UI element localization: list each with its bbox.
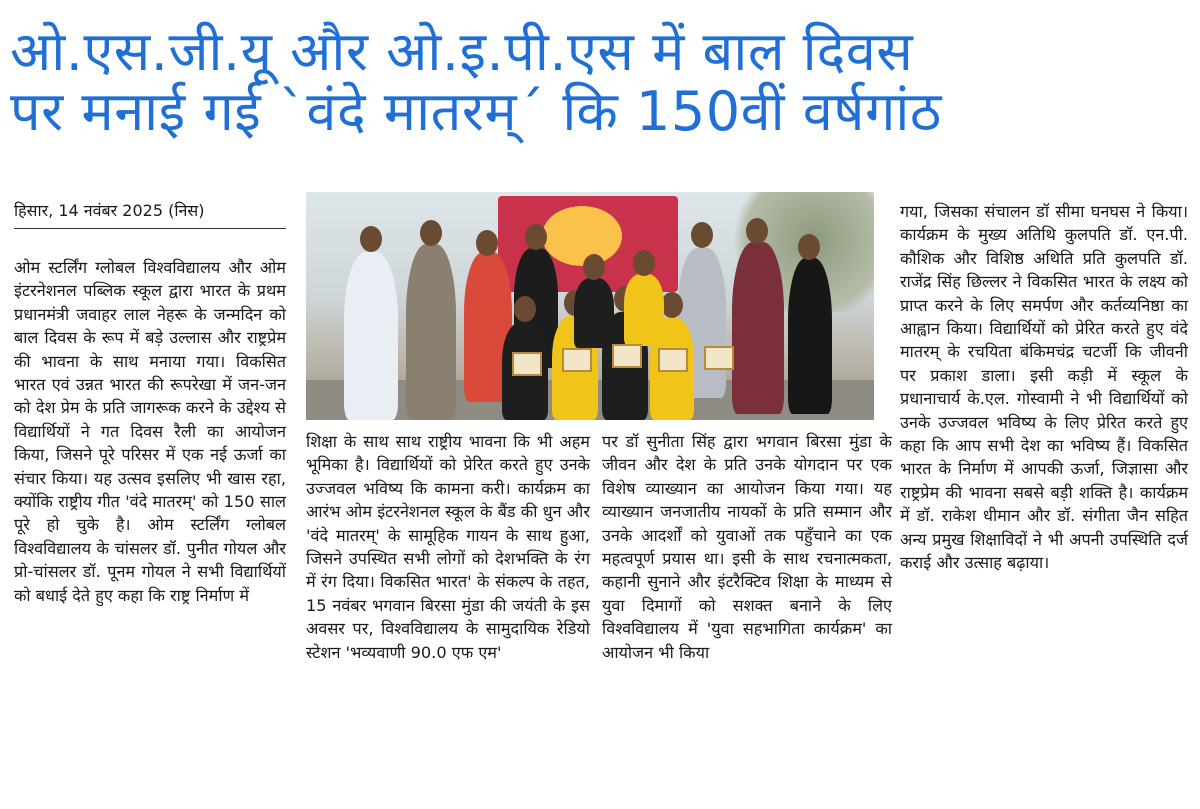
certificate xyxy=(658,348,688,372)
certificate xyxy=(612,344,642,368)
article-column-2 xyxy=(306,430,590,664)
certificate xyxy=(704,346,734,370)
dateline: हिसार, 14 नवंबर 2025 (निस) xyxy=(14,200,286,229)
certificate xyxy=(512,352,542,376)
article-paragraph: शिक्षा के साथ साथ राष्ट्रीय भावना कि भी अहम भूमिका है। विद्यार्थियों को प्रेरित करते हुए उनके उज्जवल भविष्य कि कामना करी। कार्यक्रम का आरंभ ओम इंटरनेशनल स्कूल के बैंड की धुन और 'वंदे मातरम्' के सामूहिक गायन के साथ हुआ, जिसने उपस्थित सभी लोगों को देशभक्ति के रंग में रंग दिया। विकसित भारत' के संकल्प के तहत, 15 नवंबर भगवान बिरसा मुंडा की जयंती के इस अवसर पर, विश्वविद्यालय के सामुदायिक रेडियो स्टेशन 'भव्यवाणी 90.0 एफ एम' xyxy=(306,432,590,662)
certificate xyxy=(562,348,592,372)
article-column-1 xyxy=(14,256,286,607)
headline-line-2: पर मनाई गई `वंदे मातरम्´ कि 150वीं वर्षगांठ xyxy=(10,80,942,143)
article-paragraph: गया, जिसका संचालन डॉ सीमा घनघस ने किया। कार्यक्रम के मुख्य अतिथि कुलपति डॉ. एन.पी. कौशिक और विशिष्ठ अथिति प्रति कुलपति डॉ. राजेंद्र सिंह छिल्लर ने विकसित भारत के लक्ष्य को प्राप्त करने के लिए समर्पण और कर्तव्यनिष्ठा का आह्वान किया। विद्यार्थियों को प्रेरित करते हुए वंदे मातरम् के रचयिता बंकिमचंद्र चटर्जी कि जीवनी पर प्रकाश डाला। इसी कड़ी में स्कूल के प्रधानाचार्य के.एल. गोस्वामी ने भी विद्यार्थियों को उनके उज्जवल भविष्य के लिए प्रेरित करते हुए कहा कि आप सभी देश का भविष्य हैं। विकसित भारत के निर्माण में आपकी ऊर्जा, जिज्ञासा और राष्ट्रप्रेम की भावना सबसे बड़ी शक्ति है। कार्यक्रम में डॉ. राकेश धीमान और डॉ. संगीता जैन सहित अन्य प्रमुख शिक्षाविदों ने भी अपनी उपस्थिति दर्ज कराई और उत्साह बढ़ाया। xyxy=(900,202,1188,573)
article-paragraph: पर डॉ सुनीता सिंह द्वारा भगवान बिरसा मुंडा के जीवन और देश के प्रति उनके योगदान पर एक विशेष व्याख्यान का आयोजन किया गया। यह व्याख्यान जनजातीय नायकों के प्रति सम्मान और उनके आदर्शों को युवाओं तक पहुँचाने का एक महत्वपूर्ण प्रयास था। इसी के साथ रचनात्मकता, कहानी सुनाने और इंटरैक्टिव शिक्षा के माध्यम से युवा दिमागों को सशक्त बनाने के लिए विश्वविद्यालय में 'युवा सहभागिता कार्यक्रम' का आयोजन भी किया xyxy=(602,432,892,662)
article-column-4 xyxy=(900,200,1188,575)
headline xyxy=(10,22,1190,142)
article-column-3 xyxy=(602,430,892,664)
headline-line-1: ओ.एस.जी.यू और ओ.इ.पी.एस में बाल दिवस xyxy=(10,20,914,83)
news-photo xyxy=(306,192,874,420)
article-paragraph: ओम स्टर्लिंग ग्लोबल विश्वविद्यालय और ओम इंटरनेशनल पब्लिक स्कूल द्वारा भारत के प्रथम प्रधानमंत्री जवाहर लाल नेहरू के जन्मदिन को बाल दिवस के रूप में बड़े उल्लास और राष्ट्रप्रेम की भावना के साथ मनाया गया। विकसित भारत एवं उन्नत भारत की रूपरेखा में जन-जन को देश प्रेम के प्रति जागरूक करने के उद्देश्य से विद्यार्थियों ने गत दिवस रैली का आयोजन किया, जिसने पूरे परिसर में एक नई ऊर्जा का संचार किया। यह उत्सव इसलिए भी खास रहा, क्योंकि राष्ट्रीय गीत 'वंदे मातरम्' को 150 साल पूरे हो चुके है। ओम स्टर्लिंग ग्लोबल विश्वविद्यालय के चांसलर डॉ. पुनीत गोयल और प्रो-चांसलर डॉ. पूनम गोयल ने सभी विद्यार्थियों को बधाई देते हुए कहा कि राष्ट्र निर्माण में xyxy=(14,258,286,605)
